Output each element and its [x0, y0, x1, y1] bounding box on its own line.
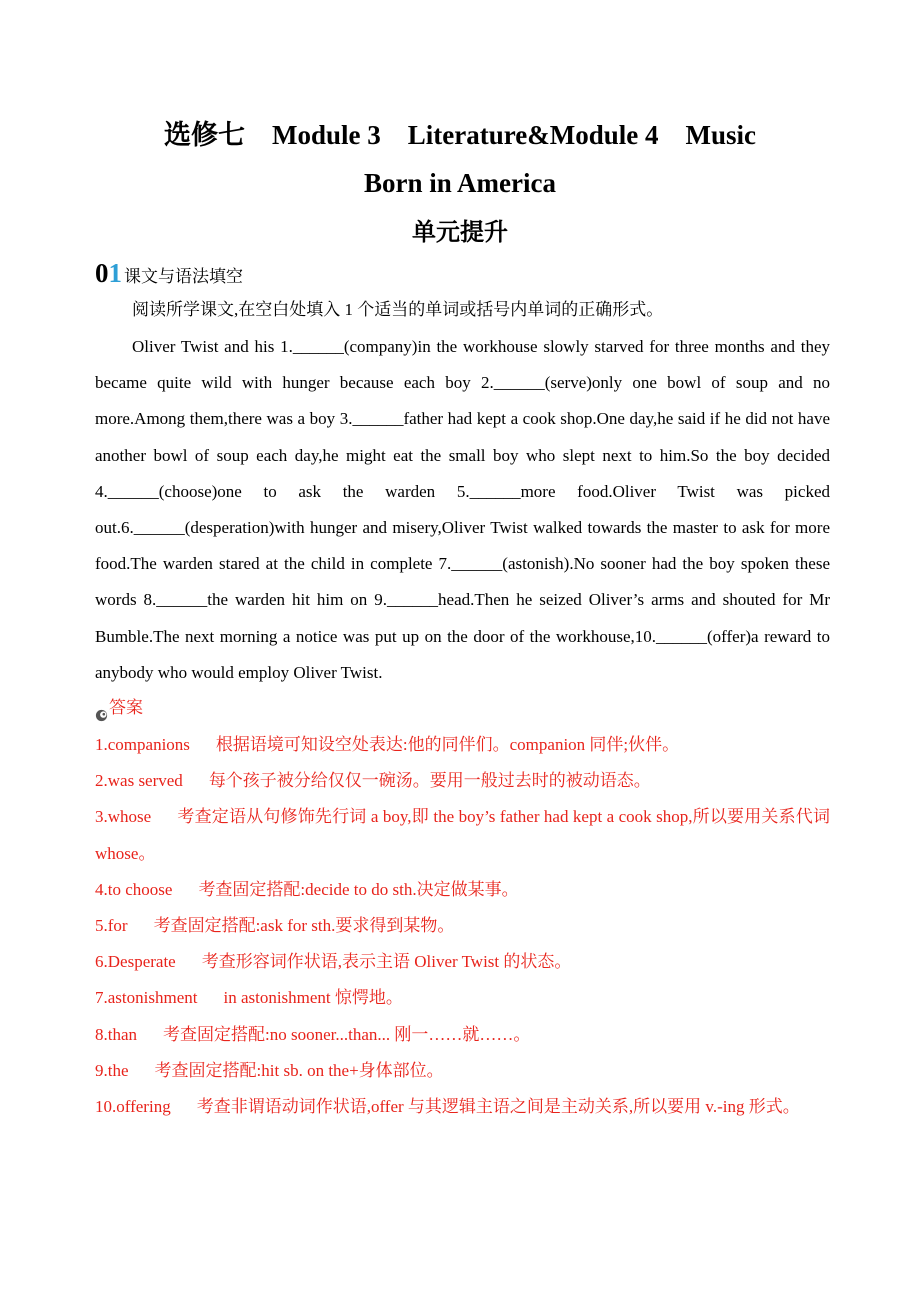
answer-explanation: 每个孩子被分给仅仅一碗汤。要用一般过去时的被动语态。	[208, 771, 651, 791]
answer-explanation: 考查形容词作状语,表示主语 Oliver Twist 的状态。	[201, 952, 572, 972]
answer-key: 5.for	[95, 916, 128, 936]
answer-item	[95, 763, 830, 799]
answer-item	[95, 872, 830, 908]
answer-explanation: 考查非谓语动词作状语,offer 与其逻辑主语之间是主动关系,所以要用 v.-ing 形式。	[196, 1097, 800, 1117]
section-number-digit-0: 0	[95, 258, 109, 288]
answer-key: 10.offering	[95, 1097, 171, 1117]
answer-key: 3.whose	[95, 807, 152, 827]
page-title-line-2: Born in America	[364, 168, 556, 198]
answer-label: 答案	[109, 698, 143, 717]
cloze-passage: Oliver Twist and his 1.______(company)in the workhouse slowly starved for three months and they became quite wild with hunger because each boy 2.______(serve)only one bowl of soup and no more.Among them,there was a boy 3.______father had kept a cook shop.One day,he said if he did not have another bowl of soup each day,he might eat the small boy who slept next to him.So the boy decided 4.______(choose)one to ask the warden 5.______more food.Oliver Twist was picked out.6.______(desperation)with hunger and misery,Oliver Twist walked towards the master to ask for more food.The warden stared at the child in complete 7.______(astonish).No sooner had the boy spoken these words 8.______the warden hit him on 9.______head.Then he seized Oliver’s arms and shouted for Mr Bumble.The next morning a notice was put up on the door of the workhouse,10.______(offer)a reward to anybody who would employ Oliver Twist.	[95, 337, 830, 682]
answer-explanation: 考查固定搭配:decide to do sth.决定做某事。	[198, 879, 519, 899]
answer-key: 7.astonishment	[95, 988, 198, 1008]
answer-key: 2.was served	[95, 771, 183, 791]
answer-explanation: 考查固定搭配:ask for sth.要求得到某物。	[153, 916, 455, 936]
answer-key: 1.companions	[95, 735, 190, 754]
answer-item	[95, 980, 830, 1016]
answer-explanation: 根据语境可知设空处表达:他的同伴们。companion 同伴;伙伴。	[215, 735, 680, 754]
section-heading	[95, 256, 243, 290]
answer-item	[95, 1089, 830, 1125]
answer-item	[95, 727, 830, 763]
answer-explanation: 考查定语从句修饰先行词 a boy,即 the boy’s father had kept a cook shop,所以要用关系代词 whose。	[95, 807, 830, 863]
section-label: 课文与语法填空	[124, 267, 243, 286]
answer-explanation: 考查固定搭配:no sooner...than... 刚一……就……。	[163, 1024, 531, 1044]
answer-key: 9.the	[95, 1060, 129, 1080]
answer-item	[95, 799, 830, 871]
answer-list	[95, 727, 830, 1125]
answer-item	[95, 908, 830, 944]
answer-key-icon	[95, 701, 108, 714]
section-number	[95, 258, 122, 288]
answer-item	[95, 944, 830, 980]
answer-item	[95, 1053, 830, 1089]
page-title-line-1: 选修七 Module 3 Literature&Module 4 Music	[164, 120, 756, 150]
answer-explanation: in astonishment 惊愕地。	[223, 988, 403, 1008]
answer-heading	[95, 692, 143, 724]
answer-key: 8.than	[95, 1024, 138, 1044]
answer-explanation: 考查固定搭配:hit sb. on the+身体部位。	[154, 1060, 444, 1080]
instruction-text: 阅读所学课文,在空白处填入 1 个适当的单词或括号内单词的正确形式。	[132, 300, 664, 319]
page-subtitle: 单元提升	[412, 220, 508, 246]
answer-item	[95, 1017, 830, 1053]
answer-key: 4.to choose	[95, 879, 173, 899]
answer-key: 6.Desperate	[95, 952, 176, 972]
section-number-digit-1: 1	[108, 258, 122, 288]
